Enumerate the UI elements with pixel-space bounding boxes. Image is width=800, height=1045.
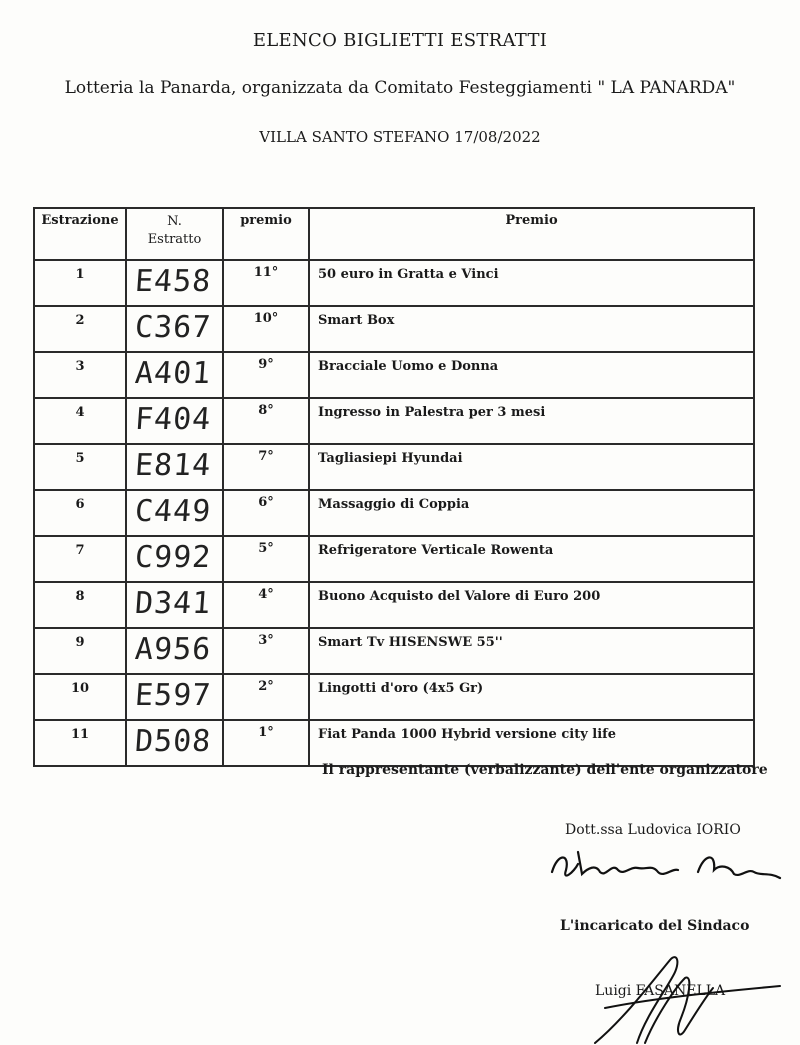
- place-date: VILLA SANTO STEFANO 17/08/2022: [259, 128, 541, 146]
- table-row: [34, 306, 754, 352]
- lottery-subtitle: Lotteria la Panarda, organizzata da Comitato Festeggiamenti " LA PANARDA": [64, 78, 736, 98]
- estrazione-cell: 4: [34, 398, 126, 444]
- prize-description-cell: Lingotti d'oro (4x5 Gr): [309, 674, 754, 720]
- estrazione-cell: 8: [34, 582, 126, 628]
- representative-signature: [548, 842, 788, 892]
- ticket-number: F404: [133, 402, 213, 437]
- ticket-number-cell: [126, 398, 223, 444]
- prize-rank-cell: 10°: [223, 306, 309, 352]
- ticket-number-cell: [126, 536, 223, 582]
- ticket-number-cell: [126, 674, 223, 720]
- estrazione-cell: 1: [34, 260, 126, 306]
- mayor-signature: [585, 948, 785, 1045]
- prize-rank-cell: 3°: [223, 628, 309, 674]
- prize-description-cell: Massaggio di Coppia: [309, 490, 754, 536]
- ticket-number-cell: [126, 260, 223, 306]
- header-premio: Premio: [309, 208, 754, 260]
- ticket-number: E814: [133, 448, 213, 483]
- header-n-estratto: [126, 208, 223, 260]
- ticket-number: D508: [133, 724, 213, 759]
- prize-description-cell: Fiat Panda 1000 Hybrid versione city life: [309, 720, 754, 766]
- prize-rank-cell: 6°: [223, 490, 309, 536]
- header-estrazione: Estrazione: [34, 208, 126, 260]
- prize-description-cell: Refrigeratore Verticale Rowenta: [309, 536, 754, 582]
- mayor-role-label: L'incaricato del Sindaco: [560, 918, 750, 934]
- ticket-number-cell: [126, 628, 223, 674]
- estrazione-cell: 3: [34, 352, 126, 398]
- ticket-number-cell: [126, 582, 223, 628]
- table-row: [34, 398, 754, 444]
- prize-rank-cell: 11°: [223, 260, 309, 306]
- representative-name: Dott.ssa Ludovica IORIO: [565, 822, 741, 838]
- ticket-number: A956: [133, 632, 213, 667]
- table-row: [34, 536, 754, 582]
- draw-results-table: [33, 207, 755, 767]
- prize-rank-cell: 5°: [223, 536, 309, 582]
- prize-description-cell: Smart Tv HISENSWE 55'': [309, 628, 754, 674]
- prize-description-cell: Bracciale Uomo e Donna: [309, 352, 754, 398]
- ticket-number-cell: [126, 306, 223, 352]
- estrazione-cell: 7: [34, 536, 126, 582]
- table-row: [34, 628, 754, 674]
- prize-rank-cell: 1°: [223, 720, 309, 766]
- header-premio-rank: premio: [223, 208, 309, 260]
- ticket-number: E458: [133, 264, 213, 299]
- ticket-number-cell: [126, 720, 223, 766]
- ticket-number-cell: [126, 444, 223, 490]
- table-row: [34, 352, 754, 398]
- ticket-number: A401: [133, 356, 213, 391]
- estrazione-cell: 11: [34, 720, 126, 766]
- table-row: [34, 674, 754, 720]
- prize-description-cell: Ingresso in Palestra per 3 mesi: [309, 398, 754, 444]
- table-header-row: [34, 208, 754, 260]
- prize-rank-cell: 8°: [223, 398, 309, 444]
- prize-rank-cell: 7°: [223, 444, 309, 490]
- table-row: [34, 260, 754, 306]
- prize-description-cell: Tagliasiepi Hyundai: [309, 444, 754, 490]
- prize-rank-cell: 4°: [223, 582, 309, 628]
- estrazione-cell: 9: [34, 628, 126, 674]
- table-row: [34, 582, 754, 628]
- estrazione-cell: 6: [34, 490, 126, 536]
- prize-rank-cell: 2°: [223, 674, 309, 720]
- document-title: ELENCO BIGLIETTI ESTRATTI: [252, 30, 548, 51]
- table-row: [34, 490, 754, 536]
- table-row: [34, 720, 754, 766]
- estrazione-cell: 10: [34, 674, 126, 720]
- estrazione-cell: 2: [34, 306, 126, 352]
- prize-rank-cell: 9°: [223, 352, 309, 398]
- ticket-number: C367: [133, 310, 213, 345]
- mayor-name: Luigi FASANELLA: [595, 983, 726, 999]
- table-row: [34, 444, 754, 490]
- ticket-number: D341: [133, 586, 213, 621]
- prize-description-cell: 50 euro in Gratta e Vinci: [309, 260, 754, 306]
- ticket-number: E597: [133, 678, 213, 713]
- representative-label: Il rappresentante (verbalizzante) dell'ente organizzatore: [322, 762, 768, 778]
- prize-description-cell: Smart Box: [309, 306, 754, 352]
- prize-description-cell: Buono Acquisto del Valore di Euro 200: [309, 582, 754, 628]
- ticket-number: C992: [133, 540, 213, 575]
- header-n-estratto-label: N. Estratto: [147, 214, 202, 247]
- ticket-number-cell: [126, 490, 223, 536]
- ticket-number-cell: [126, 352, 223, 398]
- estrazione-cell: 5: [34, 444, 126, 490]
- ticket-number: C449: [133, 494, 213, 529]
